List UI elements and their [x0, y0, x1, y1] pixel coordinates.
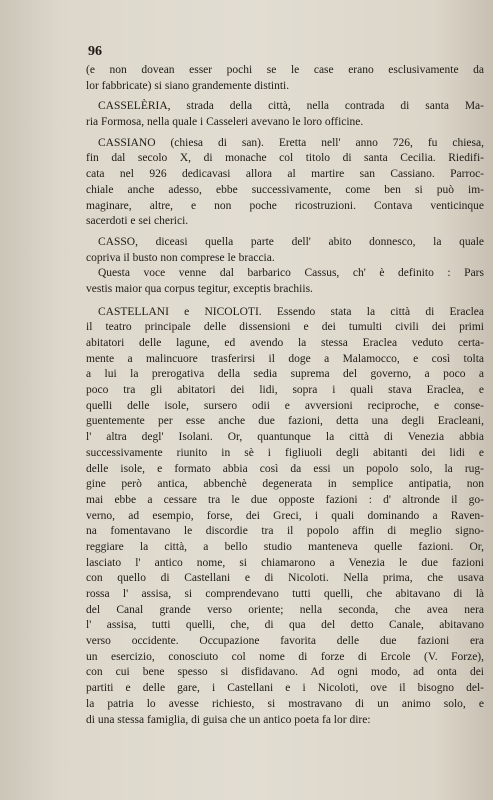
- text-line: verno, ad esempio, forse, dei Greci, i quali dominando a Raven-: [86, 509, 484, 522]
- text-line: successivamente riunito in sè i figliuoli degli abitanti dei lidi e: [86, 446, 484, 459]
- text-line: maginare, altre, e non poche ricostruzioni. Contava venticinque: [86, 199, 484, 212]
- text-line: na fomentavano le discordie tra il popolo affin di meglio signo-: [86, 525, 484, 538]
- text-line: partiti e delle gare, i Castellani e i Nicoloti, ove il bisogno del-: [86, 682, 484, 695]
- text-line: con cui bene spesso si disfidavano. Ad ogni modo, ad onta dei: [86, 666, 484, 679]
- text-line: rossa l' assisa, si comprendevano tutti quelli, che abitavano di là: [86, 588, 484, 600]
- entry-cassiano: [86, 136, 484, 230]
- text-line: poco tra gli abitatori dei lidi, sopra i quali stava Eraclea, e: [86, 384, 484, 397]
- text-line: copriva il busto non comprese le braccia.: [86, 251, 275, 264]
- intro-paragraph: [86, 63, 484, 94]
- text-line: reggiare la città, a bello studio manteneva quelle fazioni. Or,: [86, 540, 484, 553]
- entry-heading-line: CASSO, diceasi quella parte dell' abito donnesco, la quale: [98, 235, 484, 248]
- text-line: fin dal secolo X, di monache col titolo di santa Cecilia. Riedifi-: [86, 152, 484, 165]
- text-line: quelli delle isole, sursero odii e avversioni reciproche, e conse-: [86, 399, 484, 412]
- text-line: delle isole, e formato abbia così da essi un popolo solo, la rug-: [86, 462, 484, 475]
- text-line: vestis maior qua corpus tegitur, exceptis brachiis.: [86, 282, 313, 295]
- entry-casso: [86, 235, 484, 298]
- text-line: sacerdoti e sei cherici.: [86, 215, 189, 228]
- page-number: 96: [88, 44, 102, 59]
- entry-heading-line: CASSELÈRIA, strada della città, nella contrada di santa Ma-: [98, 100, 484, 113]
- text-line: guentemente per esse anche due fazioni, detta una degli Eracleani,: [86, 415, 484, 428]
- text-line: l' altra degl' Isolani. Or, quantunque la città di Venezia abbia: [86, 431, 484, 444]
- text-line: lasciato l' antico nome, si chiamarono a Venezia le due fazioni: [86, 556, 484, 569]
- text-line: abitatori delle lagune, ed avendo la stessa Eraclea veduto certa-: [86, 337, 484, 349]
- text-line: mai ebbe a cessare tra le due opposte fazioni : d' altronde il go-: [86, 493, 484, 506]
- text-line: cata nel 926 dedicavasi allora al martire san Cassiano. Parroc-: [86, 168, 484, 181]
- text-line: di una stessa famiglia, di guisa che un antico poeta fa lor dire:: [86, 713, 371, 726]
- text-line: a lui la prerogativa della sedia suprema del governo, a poco a: [86, 368, 484, 381]
- page-text: [86, 42, 484, 728]
- entry-casseleria: [86, 99, 484, 130]
- entry-heading-line: CASSIANO (chiesa di san). Eretta nell' anno 726, fu chiesa,: [98, 136, 484, 149]
- text-line: la patria lo avesse richiesto, si mostravano di un animo solo, e: [86, 697, 484, 710]
- text-line: gine però antica, abbenchè degenerata in semplice antipatia, non: [86, 478, 484, 491]
- text-line: con quello di Castellani e di Nicoloti. Nella prima, che usava: [86, 572, 484, 585]
- text-line: il teatro principale delle dissensioni e dei tumulti civili dei primi: [86, 321, 484, 334]
- text-line: (e non dovean esser pochi se le case erano esclusivamente da: [86, 64, 484, 76]
- text-line: lor fabbricate) si siano grandemente distinti.: [86, 79, 290, 92]
- text-line: mente a malincuore trasferirsi il doge a Malamocco, e così tolta: [86, 352, 484, 365]
- text-line: ria Formosa, nella quale i Casseleri avevano le loro officine.: [86, 116, 364, 129]
- text-line: del Canal grande verso oriente; nella seconda, che avea nera: [86, 603, 484, 616]
- text-line: Questa voce venne dal barbarico Cassus, ch' è definito : Pars: [98, 267, 484, 280]
- text-line: un esercizio, conosciuto col nome di forze di Ercole (V. Forze),: [86, 650, 484, 663]
- entry-heading-line: CASTELLANI e NICOLOTI. Essendo stata la città di Eraclea: [98, 305, 484, 318]
- text-line: l' assisa, tutti quelli, che, di qua del detto Canale, abitavano: [86, 619, 484, 632]
- text-line: verso occidente. Occupazione favorita delle due fazioni era: [86, 635, 484, 648]
- entry-castellani-nicoloti: [86, 305, 484, 729]
- text-line: chiale anche adesso, ebbe successivamente, come ben si può im-: [86, 183, 484, 196]
